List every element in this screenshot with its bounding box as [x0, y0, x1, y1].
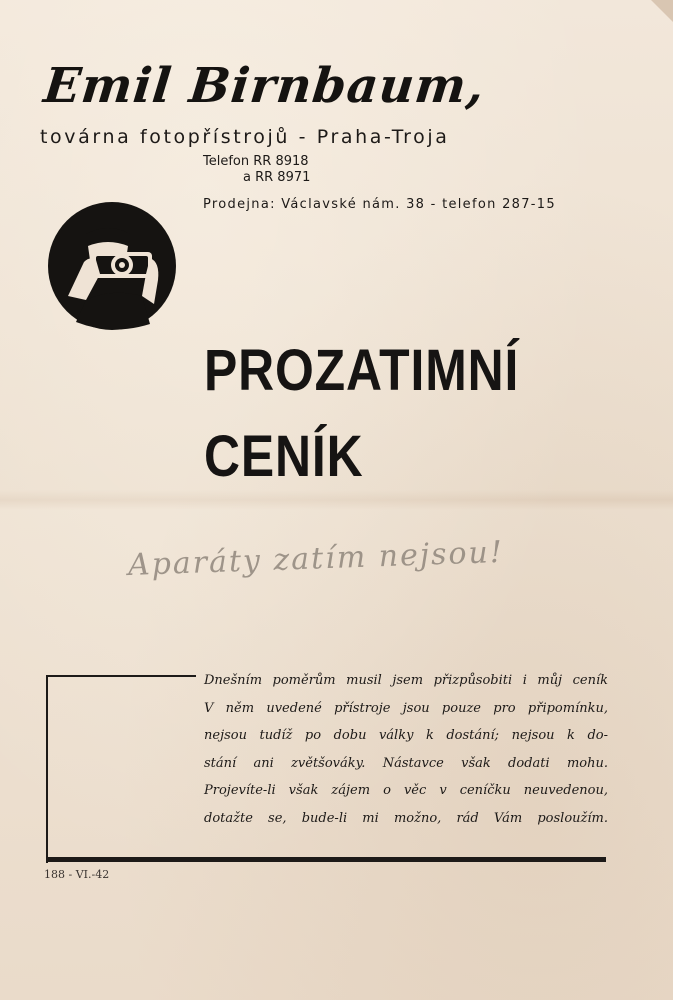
brand-name: Emil Birnbaum,	[41, 58, 488, 114]
phone-line-1: Telefon RR 8918	[203, 154, 309, 169]
frame-bottom-rule	[46, 857, 606, 862]
notice-line: stání ani zvětšováky. Nástavce však dodati mohu.	[204, 755, 608, 771]
shop-address: Prodejna: Václavské nám. 38 - telefon 287-15	[203, 197, 556, 212]
notice-line: Projevíte-li však zájem o věc v ceníčku neuvedenou,	[204, 783, 608, 798]
photographer-with-camera-icon	[46, 200, 178, 332]
notice-line: V něm uvedené přístroje jsou pouze pro připomínku,	[204, 700, 608, 716]
company-subtitle: továrna fotopřístrojů - Praha-Troja	[40, 126, 450, 148]
frame-top-rule	[46, 675, 196, 677]
folded-corner	[651, 0, 673, 22]
frame-left-rule	[46, 675, 48, 863]
title-line-2: CENÍK	[204, 424, 364, 489]
phone-numbers	[203, 154, 310, 186]
notice-line: Dnešním poměrům musil jsem přizpůsobiti i můj ceník	[204, 673, 608, 688]
document-title	[204, 328, 519, 500]
title-line-1: PROZATIMNÍ	[204, 338, 520, 403]
notice-paragraph	[204, 667, 608, 832]
print-code: 188 - VI.-42	[44, 868, 110, 881]
notice-line: nejsou tudíž po dobu války k dostání; nejsou k do-	[204, 728, 608, 743]
phone-line-2: a RR 8971	[243, 170, 311, 185]
handwritten-note: Aparáty zatím nejsou!	[127, 534, 505, 583]
notice-line: dotažte se, bude-li mi možno, rád Vám posloužím.	[204, 810, 608, 826]
